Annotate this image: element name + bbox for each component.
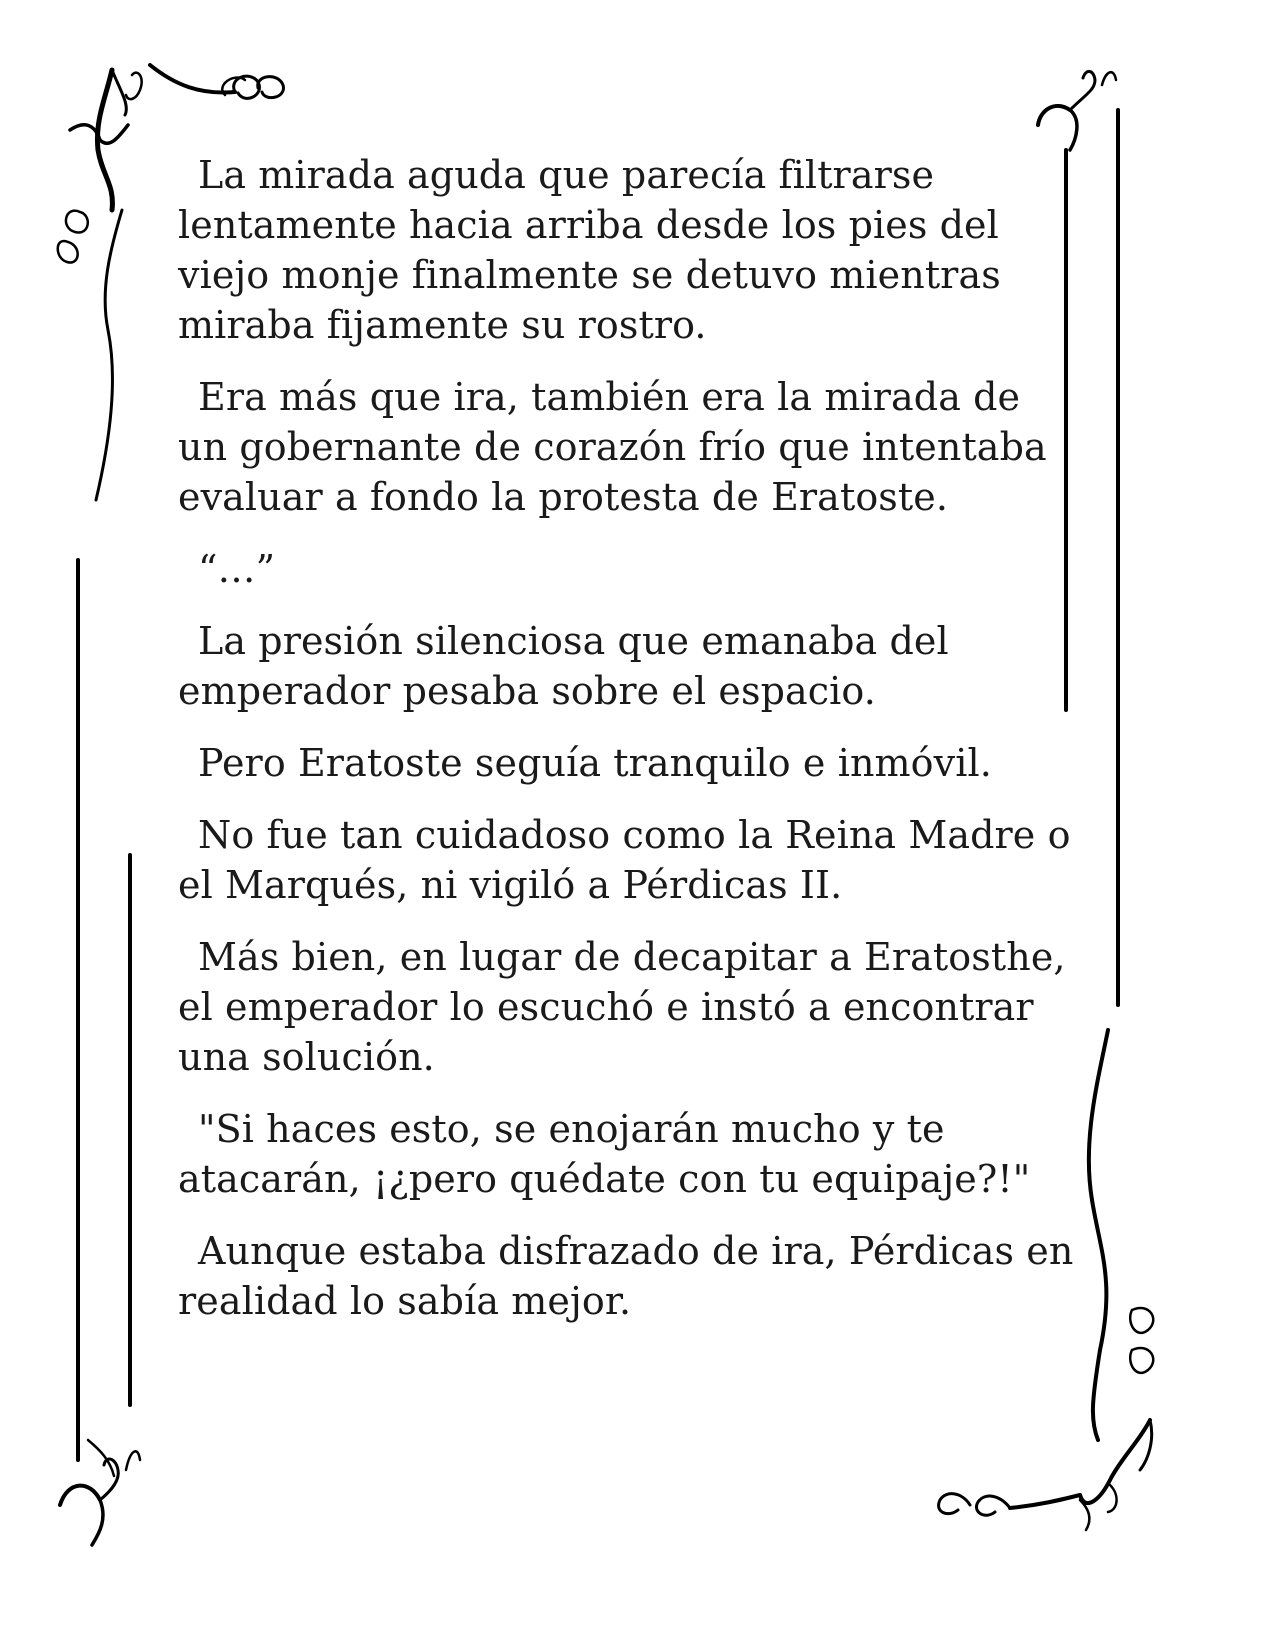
paragraph-9: Aunque estaba disfrazado de ira, Pérdicas en realidad lo sabía mejor. — [178, 1229, 1074, 1323]
paragraph-2: Era más que ira, también era la mirada de un gobernante de corazón frío que intentaba evaluar a fondo la protesta de Eratoste. — [178, 375, 1047, 519]
paragraph-3: “…” — [198, 547, 276, 591]
bottom-left-flourish-icon — [60, 1440, 140, 1545]
paragraph-8: "Si haces esto, se enojarán mucho y te atacarán, ¡¿pero quédate con tu equipaje?!" — [178, 1107, 1031, 1201]
body-text — [178, 150, 1078, 1348]
paragraph-5: Pero Eratoste seguía tranquilo e inmóvil. — [198, 741, 992, 785]
paragraph-6: No fue tan cuidadoso como la Reina Madre o el Marqués, ni vigiló a Pérdicas II. — [178, 813, 1071, 907]
paragraph-1: La mirada aguda que parecía filtrarse lentamente hacia arriba desde los pies del viejo monje finalmente se detuvo mientras miraba fijamente su rostro. — [178, 153, 1001, 347]
paragraph-4: La presión silenciosa que emanaba del emperador pesaba sobre el espacio. — [178, 619, 949, 713]
right-squiggle — [1089, 1030, 1108, 1440]
paragraph-7: Más bien, en lugar de decapitar a Eratosthe, el emperador lo escuchó e instó a encontrar una solución. — [178, 935, 1066, 1079]
